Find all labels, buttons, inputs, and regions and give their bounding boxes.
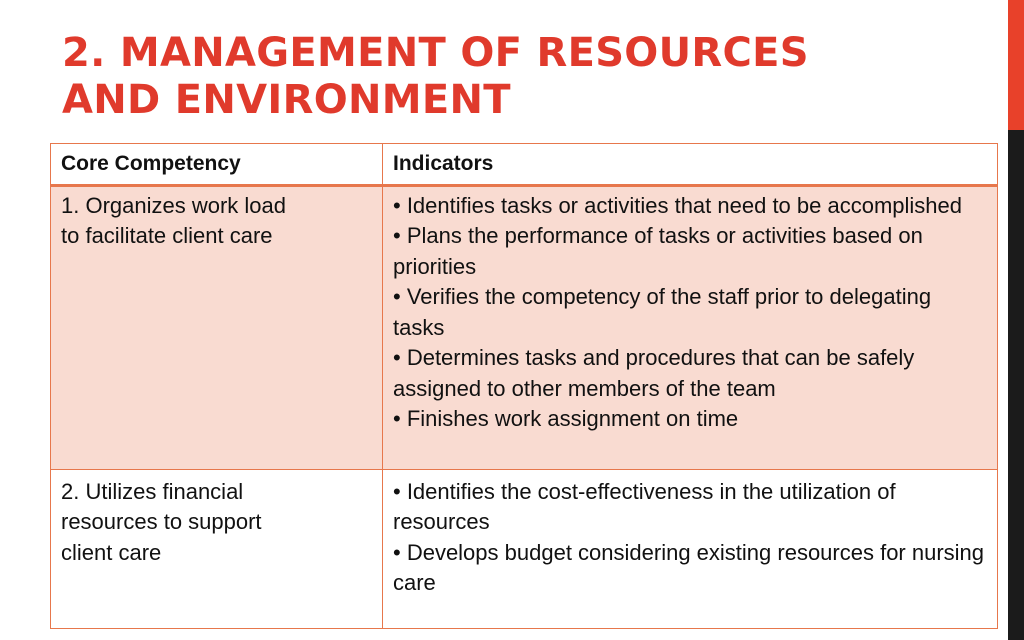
- table-row: [51, 185, 998, 469]
- indicators-cell: [383, 185, 998, 469]
- indicator-item: • Develops budget considering existing resources for nursing care: [393, 539, 985, 595]
- header-core-competency: Core Competency: [51, 144, 383, 186]
- competency-table: [50, 143, 998, 629]
- indicator-item: • Plans the performance of tasks or activities based on priorities: [393, 223, 923, 279]
- competency-text: to facilitate client care: [61, 223, 273, 248]
- competency-cell: [51, 185, 383, 469]
- indicator-item: • Identifies tasks or activities that need to be accomplished: [393, 192, 963, 218]
- competency-text: resources to support: [61, 509, 262, 534]
- competency-text: client care: [61, 539, 162, 565]
- slide-title-line-1: 2. MANAGEMENT OF RESOURCES: [62, 30, 809, 76]
- competency-cell: [51, 469, 383, 628]
- header-indicators: Indicators: [383, 144, 998, 186]
- indicator-item: • Finishes work assignment on time: [393, 406, 739, 431]
- indicator-item: • Identifies the cost-effectiveness in the utilization of resources: [393, 478, 896, 534]
- indicators-cell: [383, 469, 998, 628]
- table-header-row: [51, 144, 998, 186]
- indicator-item: • Determines tasks and procedures that can be safely assigned to other members of the team: [393, 345, 915, 401]
- competency-text: 2. Utilizes financial: [61, 478, 244, 504]
- accent-bar-red: [1008, 0, 1024, 130]
- slide-title-line-2: AND ENVIRONMENT: [62, 77, 511, 123]
- slide-title: [62, 30, 992, 124]
- accent-bar-dark: [1008, 130, 1024, 640]
- competency-text: 1. Organizes work load: [61, 192, 286, 218]
- table-row: [51, 469, 998, 628]
- indicator-item: • Verifies the competency of the staff prior to delegating tasks: [393, 284, 932, 340]
